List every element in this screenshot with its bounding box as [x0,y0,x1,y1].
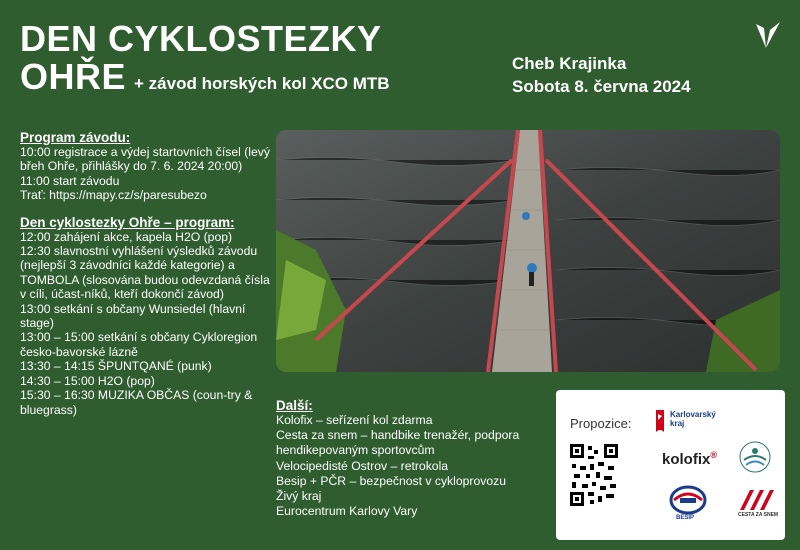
event-info [512,52,691,98]
race-program-heading: Program závodu: [20,130,131,145]
besip-logo-icon [668,484,708,518]
other-line: Kolofix – seřízení kol zdarma [276,413,433,427]
day-program-line: 13:00 – 15:00 setkání s občany Cykloregion česko-bavorské lázně [20,330,258,359]
cesta-za-snem-text: CESTA ZA SNEM [738,512,779,518]
title-line-2: OHŘE [20,56,127,97]
kolofix-text: kolofix [662,451,711,468]
partner-box [556,390,785,540]
day-program-heading: Den cyklostezky Ohře – program: [20,214,235,230]
event-location: Cheb Krajinka [512,54,627,73]
other-line: Živý kraj [276,489,322,504]
day-program-line: 13:00 setkání s občany Wunsiedel (hlavní stage) [20,301,246,331]
race-program-line: Trať: https://mapy.cz/s/paresubezo [20,188,207,203]
qr-code-icon[interactable] [570,444,618,506]
day-program-line: 12:00 zahájení akce, kapela H2O (pop) [20,229,233,244]
left-column [20,130,270,417]
other-line: Cesta za snem – handbike trenažér, podpora hendikepovaným sportovcům [276,428,520,458]
day-program-line: 14:30 – 15:00 H2O (pop) [20,373,155,388]
kolofix-mark-icon: ® [710,450,717,460]
day-program-line: 12:30 slavnostní vyhlášení výsledků závodu (nejlepší 3 závodníci každé kategorie) a TOMBOLA (slosována budou odevzdaná čísla v cíli, účast-níků, kteří dokončí závod) [20,244,270,302]
other-heading: Další: [276,398,313,413]
race-program-line: 11:00 start závodu [20,173,120,188]
other-line: Besip + PČR – bezpečnost v cykloprovozu [276,473,506,488]
karlovarsky-kraj-text: Karlovarský kraj [670,410,716,428]
propozice-label: Propozice: [570,416,632,431]
other-section [276,398,551,519]
title-line-2-row [20,58,390,103]
cyklostezka-circle-logo-icon [738,440,772,474]
event-date: Sobota 8. června 2024 [512,77,691,96]
other-line: Velocipedisté Ostrov – retrokola [276,458,449,473]
title-line-1: DEN CYKLOSTEZKY [20,18,382,59]
besip-text: BESIP [676,515,695,521]
bridge-photo-illustration [276,130,780,372]
subtitle: + závod horských kol XCO MTB [134,74,390,93]
day-program-line: 15:30 – 16:30 MUZIKA OBČAS (coun-try & bluegrass) [20,388,253,417]
race-program-line: 10:00 registrace a výdej startovních čísel (levý břeh Ohře, přihlášky do 7. 6. 2024 20:00) [20,145,270,174]
leaf-logo-icon [752,18,784,52]
page-title [20,20,390,103]
day-program-line: 13:30 – 14:15 ŠPUNTQANÉ (punk) [20,359,212,374]
bridge-photo [276,130,780,372]
kolofix-logo [662,450,717,468]
other-line: Eurocentrum Karlovy Vary [276,504,418,519]
